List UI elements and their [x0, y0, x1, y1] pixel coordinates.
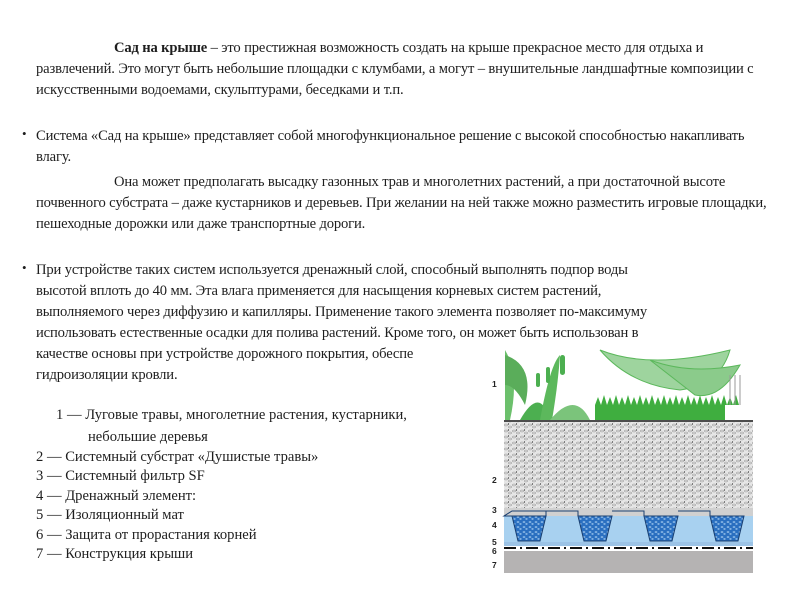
diagram-label-2: 2 — [492, 475, 497, 485]
drainage-line: гидроизоляции кровли. — [36, 367, 178, 383]
intro-text: – это престижная возможность создать на крыше прекрасное место для отдыха и развлечений. Это могут быть небольшие площадки с клумбами, а могут – внушительные ландшафтные композиции с искусственными водоемами, скульптурами, беседками и т.п. — [36, 40, 754, 98]
diagram-label-6: 6 — [492, 546, 497, 556]
planting-text: Она может предполагать высадку газонных трав и многолетних растений, а при достаточной высоте почвенного субстрата – даже кустарников и деревьев. При желании на ней также можно разместить игровые площадки, пешеходные дорожки или даже транспортные дороги. — [36, 174, 767, 232]
bullet-system-description: Система «Сад на крыше» представляет собой многофункциональное решение с высокой способностью накапливать влагу. — [36, 128, 745, 165]
diagram-label-5: 5 — [492, 537, 497, 547]
legend-item-5: 5 — Изоляционный мат — [36, 507, 184, 523]
drainage-line: использовать естественные осадки для полива растений. Кроме того, он может быть использован в — [36, 325, 639, 341]
bullet-marker: • — [22, 126, 27, 141]
root-barrier-layer — [504, 546, 753, 550]
bullet-marker: • — [22, 260, 27, 275]
plants-layer — [505, 350, 740, 420]
diagram-label-3: 3 — [492, 505, 497, 515]
roof-construction-layer — [504, 551, 753, 573]
layer-legend — [36, 406, 407, 565]
drainage-line: высотой вплоть до 40 мм. Эта влага применяется для насыщения корневых систем растений, — [36, 283, 602, 299]
legend-item-6: 6 — Защита от прорастания корней — [36, 526, 257, 543]
drainage-line: качестве основы при устройстве дорожного покрытия, обеспе — [36, 346, 414, 362]
diagram-label-7: 7 — [492, 560, 497, 570]
diagram-label-4: 4 — [492, 520, 497, 530]
drainage-line: При устройстве таких систем используется дренажный слой, способный выполнять подпор воды — [36, 262, 628, 278]
insulation-mat-layer — [504, 542, 753, 546]
filter-layer — [504, 508, 753, 516]
green-roof-cross-section-diagram — [480, 345, 760, 580]
legend-item-1-continued: небольшие деревья — [88, 428, 208, 445]
legend-item-2: 2 — Системный субстрат «Душистые травы» — [36, 448, 319, 465]
intro-paragraph — [36, 38, 776, 101]
legend-item-4: 4 — Дренажный элемент: — [36, 487, 197, 504]
substrate-layer — [504, 422, 753, 508]
roof-layers-illustration — [480, 345, 760, 580]
diagram-label-1: 1 — [492, 379, 497, 389]
intro-bold-lead: Сад на крыше — [114, 40, 208, 56]
planting-paragraph — [36, 172, 786, 235]
legend-item-3: 3 — Системный фильтр SF — [36, 468, 205, 484]
legend-item-1: 1 — Луговые травы, многолетние растения, кустарники, — [56, 407, 407, 423]
legend-item-7: 7 — Конструкция крыши — [36, 546, 194, 562]
drainage-line: выполняемого через диффузию и капилляры. Применение такого элемента позволяет по-максимуму — [36, 304, 648, 320]
